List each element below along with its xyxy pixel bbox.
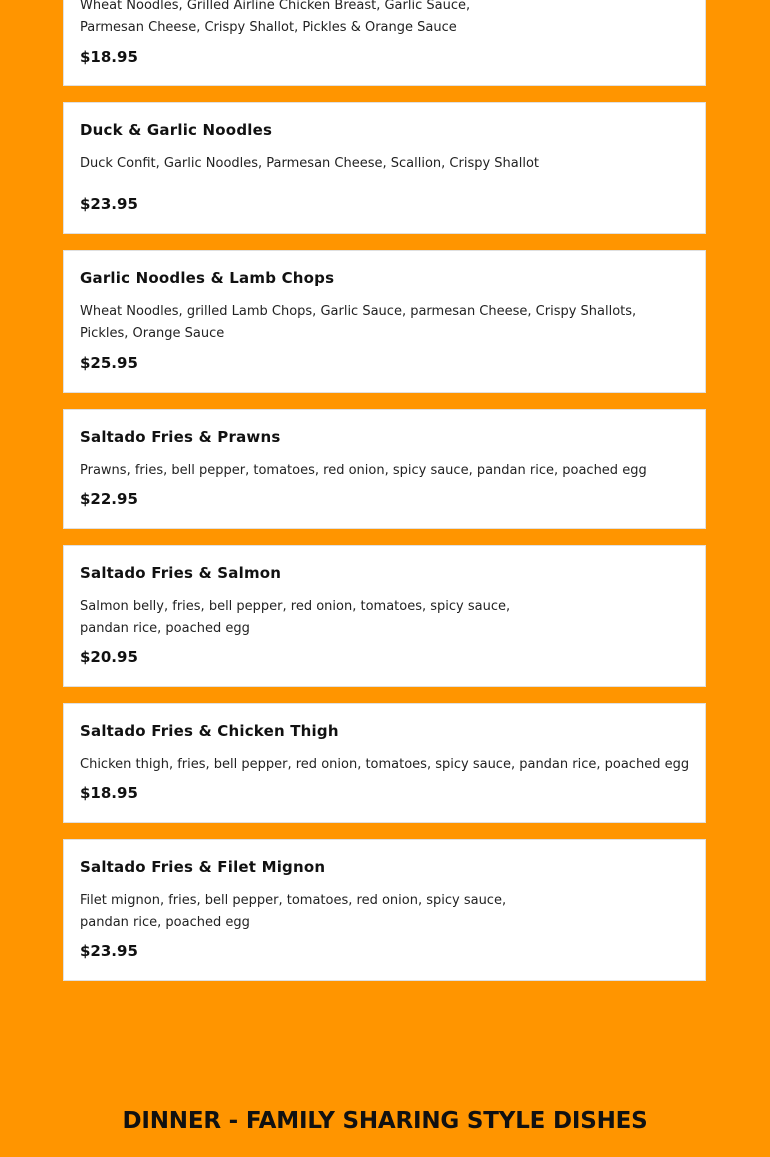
menu-item-description: Chicken thigh, fries, bell pepper, red onion, tomatoes, spicy sauce, pandan rice, poached egg [80, 757, 690, 772]
menu-item-name: Duck & Garlic Noodles [80, 121, 273, 139]
menu-item-card[interactable] [63, 839, 706, 981]
menu-item-card[interactable] [63, 0, 706, 86]
menu-item-price: $18.95 [80, 784, 138, 802]
menu-item-card[interactable] [63, 102, 706, 234]
section-title: DINNER - FAMILY SHARING STYLE DISHES [122, 1108, 648, 1134]
menu-item-description: Filet mignon, fries, bell pepper, tomatoes, red onion, spicy sauce, pandan rice, poached egg [80, 893, 507, 930]
menu-item-card[interactable] [63, 250, 706, 393]
menu-item-description: Prawns, fries, bell pepper, tomatoes, red onion, spicy sauce, pandan rice, poached egg [80, 463, 647, 478]
menu-item-price: $20.95 [80, 648, 138, 666]
menu-item-name: Saltado Fries & Salmon [80, 564, 282, 582]
menu-item-description: Wheat Noodles, Grilled Airline Chicken Breast, Garlic Sauce, Parmesan Cheese, Crispy Shallot, Pickles & Orange Sauce [80, 0, 471, 35]
menu-item-price: $22.95 [80, 490, 138, 508]
menu-item-price: $23.95 [80, 942, 138, 960]
menu-item-price: $18.95 [80, 48, 138, 66]
menu-item-card[interactable] [63, 703, 706, 823]
menu-item-card[interactable] [63, 545, 706, 687]
menu-item-name: Saltado Fries & Filet Mignon [80, 858, 326, 876]
menu-item-description: Wheat Noodles, grilled Lamb Chops, Garlic Sauce, parmesan Cheese, Crispy Shallots, Pickles, Orange Sauce [80, 304, 637, 341]
menu-item-name: Garlic Noodles & Lamb Chops [80, 269, 335, 287]
menu-item-name: Saltado Fries & Prawns [80, 428, 281, 446]
menu-item-description: Duck Confit, Garlic Noodles, Parmesan Cheese, Scallion, Crispy Shallot [80, 156, 540, 171]
menu-item-price: $23.95 [80, 195, 138, 213]
menu-item-price: $25.95 [80, 354, 138, 372]
menu-item-description: Salmon belly, fries, bell pepper, red onion, tomatoes, spicy sauce, pandan rice, poached egg [80, 599, 511, 636]
menu-item-name: Saltado Fries & Chicken Thigh [80, 722, 339, 740]
menu-item-card[interactable] [63, 409, 706, 529]
